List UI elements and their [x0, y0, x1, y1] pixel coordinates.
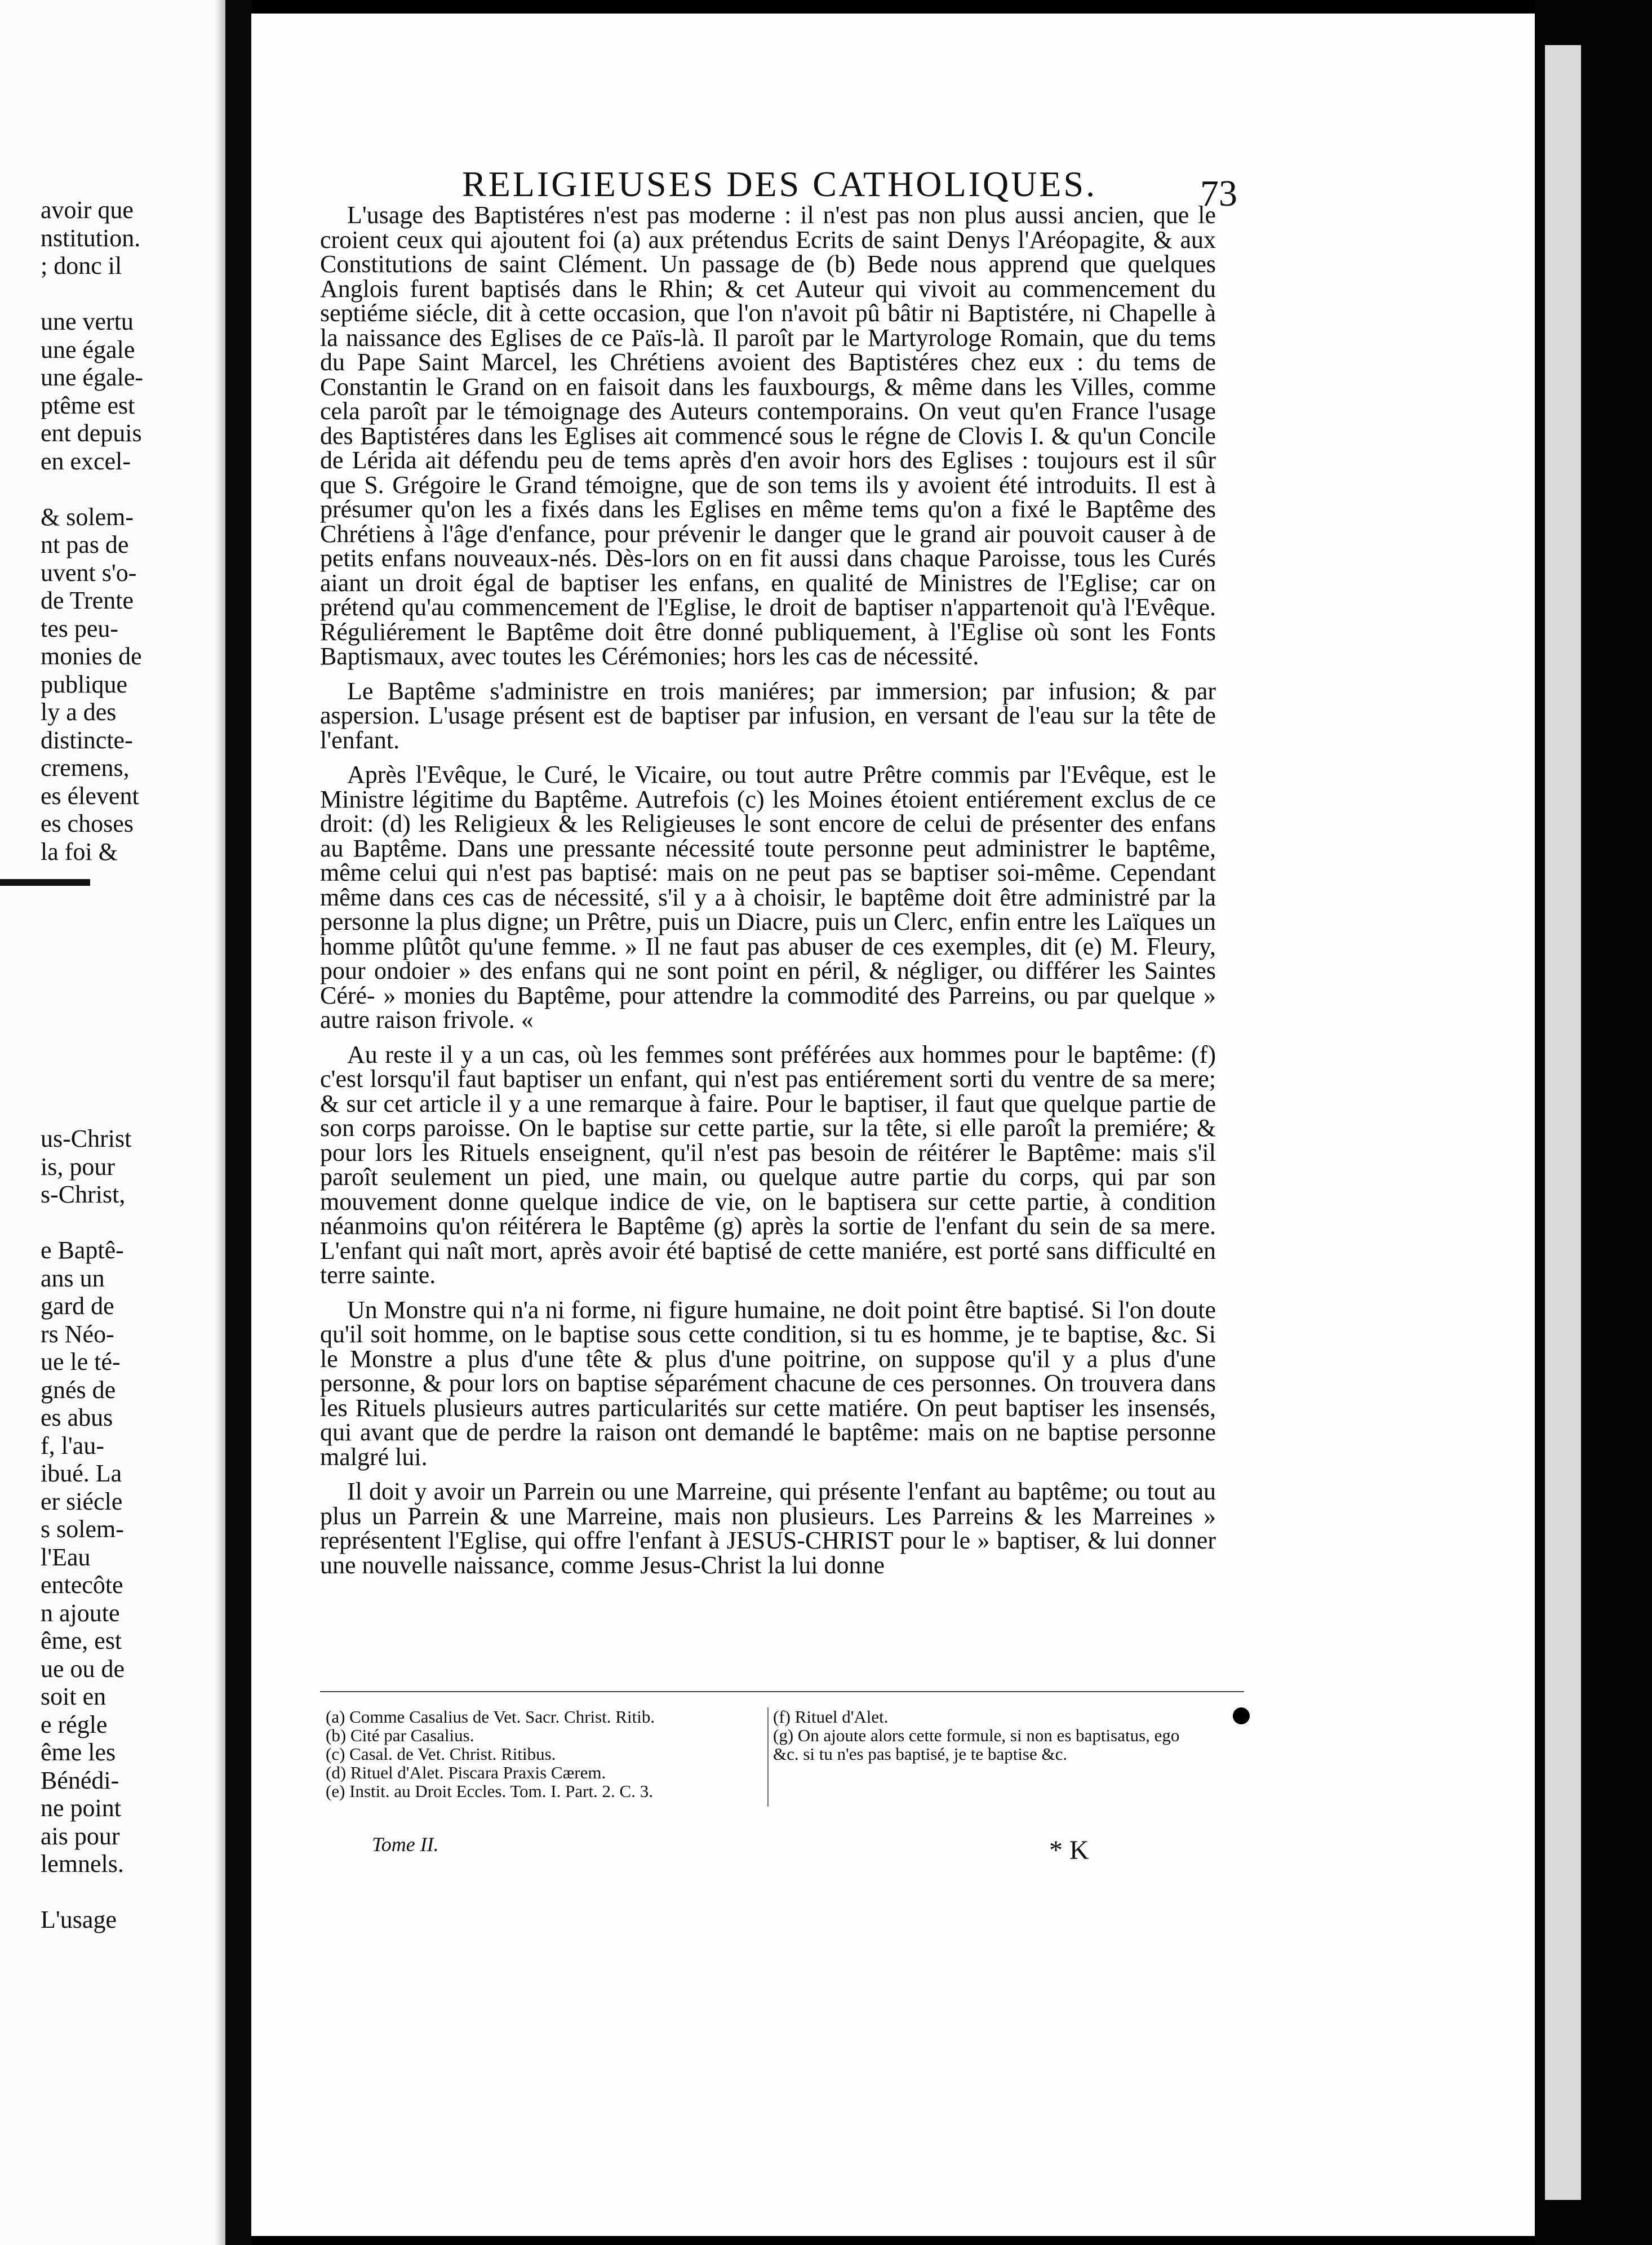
previous-page-line: avoir que [41, 196, 134, 224]
paragraph-administration: Le Baptême s'administre en trois maniéres; par immersion; par infusion; & par aspersion. L'usage présent est de baptiser par infusion, en versant de l'eau sur la tête de l'enfant. [320, 677, 1216, 754]
previous-page-column [41, 196, 210, 1934]
footnotes-right [773, 1707, 1190, 1763]
ornamental-rule [0, 879, 90, 886]
previous-page-line [41, 1878, 210, 1906]
previous-page-line: is, pour [41, 1152, 115, 1181]
previous-page-line: ue ou de [41, 1654, 125, 1683]
book-gutter [225, 0, 251, 2245]
previous-page-line: une vertu [41, 308, 134, 335]
previous-page-line: er siécle [41, 1487, 123, 1515]
previous-page-line: n ajoute [41, 1599, 120, 1627]
previous-page-line: une égale- [41, 363, 143, 391]
previous-page-line [41, 1209, 210, 1237]
volume-label: Tome II. [372, 1833, 439, 1856]
previous-page-line: nt pas de [41, 531, 129, 558]
previous-page-line: ême les [41, 1738, 116, 1766]
previous-page-line: rs Néo- [41, 1320, 114, 1348]
previous-page-line: es abus [41, 1404, 113, 1431]
previous-page-line: l'Eau [41, 1543, 91, 1571]
previous-page-line: ent depuis [41, 419, 142, 447]
previous-page-line: s solem- [41, 1515, 124, 1543]
previous-page-line: gnés de [41, 1376, 116, 1404]
previous-page-line: Bénédi- [41, 1766, 119, 1794]
footnote-e: (e) Instit. au Droit Eccles. Tom. I. Part. 2. C. 3. [326, 1781, 653, 1801]
previous-page-line: f, l'au- [41, 1431, 104, 1459]
footnote-c: (c) Casal. de Vet. Christ. Ritibus. [326, 1744, 556, 1764]
previous-page-line: us-Christ [41, 1125, 132, 1152]
previous-page-line: tes peu- [41, 614, 119, 642]
paragraph-monstre: Un Monstre qui n'a ni forme, ni figure humaine, ne doit point être baptisé. Si l'on doute qu'il soit homme, on le baptise sous cette condition, si tu es homme, je te baptise, &c. Si le Monstre a plus d'une tête & plus d'une poitrine, on suppose qu'il y a plus d'une personne, & pour lors on baptise séparément chacune de ces personnes. On trouvera dans les Rituels plusieurs autres particularités sur cette matiére. On peut baptiser les insensés, qui avant que de perdre la raison ont demandé le baptême: mais on ne baptise personne malgré lui. [320, 1295, 1216, 1471]
previous-page-line: es choses [41, 810, 134, 837]
previous-page-line: uvent s'o- [41, 558, 137, 587]
page-fold-shadow [215, 0, 225, 2245]
previous-page-spacer [41, 866, 210, 1125]
previous-page-line: e Baptê- [41, 1236, 124, 1264]
previous-page-line: e régle [41, 1710, 108, 1738]
footnote-a: (a) Comme Casalius de Vet. Sacr. Christ. Ritib. [326, 1707, 655, 1727]
signature-mark: * K [1049, 1835, 1089, 1865]
previous-page-line: entecôte [41, 1571, 123, 1599]
previous-page-line: es élevent [41, 782, 139, 810]
previous-page-line: ême, est [41, 1627, 122, 1654]
previous-page-line: ais pour [41, 1822, 120, 1850]
footnote-f: (f) Rituel d'Alet. [773, 1707, 889, 1727]
previous-page-line: ibué. La [41, 1459, 122, 1487]
previous-page-line [41, 280, 210, 308]
footnotes-left [326, 1707, 760, 1800]
previous-page-line: publique [41, 670, 127, 698]
previous-page-line: de Trente [41, 587, 134, 614]
previous-page-line: nstitution. [41, 224, 141, 252]
previous-page-line: monies de [41, 642, 142, 670]
previous-page-line: une égale [41, 335, 135, 363]
ink-spot [1233, 1707, 1250, 1724]
previous-page-line: soit en [41, 1683, 106, 1710]
previous-page-line: ue le té- [41, 1348, 121, 1376]
previous-page-line [41, 475, 210, 503]
paragraph-parrein: Il doit y avoir un Parrein ou une Marreine, qui présente l'enfant au baptême; ou tout au plus un Parrein & une Marreine, mais non plusieurs. Les Parreins & les Marreines » représentent l'Eglise, qui offre l'enfant à JESUS-CHRIST pour le » baptiser, & lui donner une nouvelle naissance, comme Jesus-Christ la lui donne [320, 1478, 1216, 1579]
previous-page-line: ans un [41, 1264, 105, 1292]
main-text [320, 203, 1216, 1587]
previous-page-line: cremens, [41, 754, 130, 782]
previous-page-line: & solem- [41, 503, 134, 531]
paragraph-cas-femmes: Au reste il y a un cas, où les femmes sont préférées aux hommes pour le baptême: (f) c'est lorsqu'il faut baptiser un enfant, qui n'est pas entiérement sorti du ventre de sa mere; & sur cet article il y a une remarque à faire. Pour le baptiser, il faut que quelque partie de son corps paroisse. On le baptise sur cette partie, sur la tête, si elle paroît la premiére; & pour lors les Rituels enseignent, qu'il n'est pas besoin de réitérer le Baptême: mais s'il paroît seulement un pied, une main, ou quelque autre partie du corps, qui par son mouvement donne quelque indice de vie, on le baptisera sur cette partie, à condition néanmoins qu'on réitérera le Baptême (g) après la sortie de l'enfant du sein de sa mere. L'enfant qui naît mort, après avoir été baptisé de cette maniére, est porté sans difficulté en terre sainte. [320, 1040, 1216, 1289]
footnote-g: (g) On ajoute alors cette formule, si non es baptisatus, ego &c. si tu n'es pas baptisé, je te baptise &c. [773, 1725, 1180, 1764]
scan-border [1535, 0, 1652, 2245]
page-number: 73 [1200, 173, 1237, 214]
page-edge-strip [1545, 45, 1581, 2200]
previous-page-line: la foi & [41, 837, 118, 866]
paragraph-baptisteres: L'usage des Baptistéres n'est pas moderne : il n'est pas non plus aussi ancien, que le croient ceux qui ajoutent foi (a) aux prétendus Ecrits de saint Denys l'Aréopagite, & aux Constitutions de saint Clément. Un passage de (b) Bede nous apprend que quelques Anglois furent baptisés dans le Rhin; & cet Auteur qui vivoit au commencement du septiéme siécle, dit à cette occasion, que l'on n'avoit pû bâtir ni Baptistére, ni Chapelle à la naissance des Eglises de ce Païs-là. Il paroît par le Martyrologe Romain, que du tems du Pape Saint Marcel, les Chrétiens avoient des Baptistéres chez eux : du tems de Constantin le Grand on en faisoit dans les fauxbourgs, & même dans les Villes, comme cela paroît par le témoignage des Auteurs contemporains. On veut qu'en France l'usage des Baptistéres dans les Eglises ait commencé sous le régne de Clovis I. & qu'un Concile de Lérida ait défendu peu de tems après d'en avoir hors des Eglises : toujours est il sûr que S. Grégoire le Grand témoigne, que de son tems ils y avoient été introduits. Il est à présumer qu'on les a fixés dans les Eglises en même tems qu'on a fixé le Baptême des Chrétiens à l'âge d'enfance, pour prévenir le danger que le grand air pouvoit causer à de petits enfans nouveaux-nés. Dès-lors on en fit aussi dans chaque Paroisse, tous les Curés aiant un droit égal de baptiser les enfans, en qualité de Ministres de l'Eglise; car on prétend qu'au commencement de l'Eglise, le droit de baptiser n'appartenoit qu'à l'Evêque. Réguliérement le Baptême doit être donné publiquement, à l'Eglise où sont les Fonts Baptismaux, avec toutes les Cérémonies; hors les cas de nécessité. [320, 201, 1216, 670]
footnote-d: (d) Rituel d'Alet. Piscara Praxis Cærem. [326, 1763, 606, 1782]
previous-page-line: ptême est [41, 391, 135, 419]
running-head: RELIGIEUSES DES CATHOLIQUES. [462, 164, 1098, 204]
footnote-b: (b) Cité par Casalius. [326, 1725, 474, 1745]
previous-page-line: gard de [41, 1292, 114, 1320]
previous-page-line: ly a des [41, 698, 117, 726]
previous-page-line: L'usage [41, 1906, 117, 1933]
previous-page-line: en excel- [41, 447, 131, 475]
previous-page-line: lemnels. [41, 1850, 124, 1878]
previous-page-line: s-Christ, [41, 1181, 126, 1208]
previous-page-line: distincte- [41, 726, 133, 754]
footnote-rule [320, 1691, 1244, 1692]
footnote-divider [767, 1707, 769, 1807]
previous-page-line: ne point [41, 1794, 121, 1822]
previous-page-line: ; donc il [41, 252, 122, 279]
paragraph-ministre: Après l'Evêque, le Curé, le Vicaire, ou tout autre Prêtre commis par l'Evêque, est le Ministre légitime du Baptême. Autrefois (c) les Moines étoient entiérement exclus de ce droit: (d) les Religieux & les Religieuses le sont encore de celui de présenter des enfans au Baptême. Dans une pressante nécessité toute personne peut administrer le baptême, même celui qui n'est pas baptisé: mais on ne peut pas se baptiser soi-même. Cependant même dans ces cas de nécessité, s'il y a à choisir, le baptême doit être administré par la personne la plus digne; un Prêtre, puis un Diacre, puis un Clerc, enfin entre les Laïques un homme plûtôt qu'une femme. » Il ne faut pas abuser de ces exemples, dit (e) M. Fleury, pour ondoier » des enfans qui ne sont point en péril, & négliger, ou différer les Saintes Céré- » monies du Baptême, pour attendre la commodité des Parreins, ou par quelque » autre raison frivole. « [320, 761, 1216, 1033]
previous-page-fragment [0, 0, 225, 2245]
